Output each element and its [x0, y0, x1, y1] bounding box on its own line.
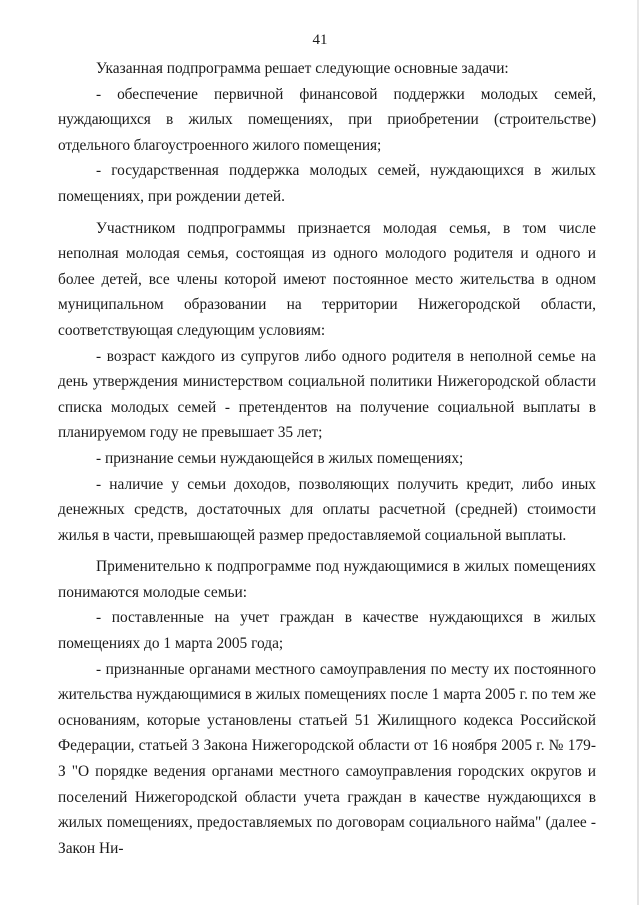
paragraph-needy-registered: - поставленные на учет граждан в качестве нуждающихся в жилых помещениях до 1 марта 2005 года; — [58, 609, 596, 653]
paragraph-needy-definition: Применительно к подпрограмме под нуждающимися в жилых помещениях понимаются молодые семьи: — [58, 558, 596, 601]
paragraph-condition-income: - наличие у семьи доходов, позволяющих получить кредит, либо иных денежных средств, достаточных для оплаты расчетной (средней) стоимости жилья в части, превышающей размер предоставляемой социальной выплаты. — [58, 475, 596, 544]
paragraph-tasks-intro: Указанная подпрограмма решает следующие основные задачи: — [96, 60, 509, 77]
paragraph-condition-age: - возраст каждого из супругов либо одного родителя в неполной семье на день утверждения министерством социальной политики Нижегородской области списка молодых семей - претендентов на получение социальной выплаты в планируемом году не превышает 35 лет; — [58, 347, 596, 442]
document-body — [58, 56, 596, 861]
paragraph-condition-housing-need: - признание семьи нуждающейся в жилых помещениях; — [96, 449, 464, 467]
page-number: 41 — [312, 32, 328, 48]
scan-edge-shadow — [637, 0, 639, 905]
paragraph-needy-recognized: - признанные органами местного самоуправления по месту их постоянного жительства нуждающимися в жилых помещениях после 1 марта 2005 г. по тем же основаниям, которые установлены статьей 51 Жилищного кодекса Российской Федерации, статьей 3 Закона Нижегородской области от 16 ноября 2005 г. № 179-З "О порядке ведения органами местного самоуправления городских округов и поселений Нижегородской области учета граждан в качестве нуждающихся в жилых помещениях, предоставляемых по договорам социального найма" (далее - Закон Ни- — [58, 660, 596, 857]
paragraph-participant-definition: Участником подпрограммы признается молодая семья, в том числе неполная молодая семья, состоящая из одного молодого родителя и одного и более детей, все члены которой имеют постоянное место жительства в одном муниципальном образовании на территории Нижегородской области, соответствующая следующим условиям: — [58, 219, 596, 339]
paragraph-task-financial-support: - обеспечение первичной финансовой поддержки молодых семей, нуждающихся в жилых помещениях, при приобретении (строительстве) отдельного благоустроенного жилого помещения; — [58, 85, 596, 154]
paragraph-task-state-support: - государственная поддержка молодых семей, нуждающихся в жилых помещениях, при рождении детей. — [58, 162, 596, 205]
